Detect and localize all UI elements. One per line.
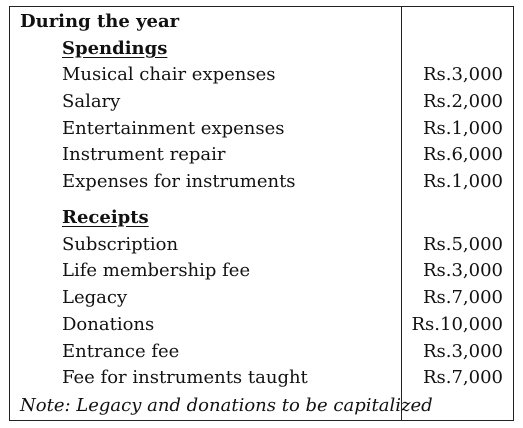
receipt-amount: Rs.10,000 <box>411 314 503 335</box>
receipt-label: Subscription <box>62 234 179 255</box>
section-title-receipts: Receipts <box>62 207 149 228</box>
receipt-amount: Rs.3,000 <box>422 341 503 362</box>
receipt-amount: Rs.5,000 <box>422 234 503 255</box>
spending-amount: Rs.6,000 <box>422 144 503 165</box>
spending-amount: Rs.1,000 <box>422 171 503 192</box>
column-divider <box>401 6 402 421</box>
spending-amount: Rs.2,000 <box>422 91 503 112</box>
receipt-label: Donations <box>62 314 155 335</box>
spending-label: Expenses for instruments <box>62 171 296 192</box>
section-title-spendings: Spendings <box>62 38 168 59</box>
receipt-label: Life membership fee <box>62 260 251 281</box>
receipt-amount: Rs.7,000 <box>422 287 503 308</box>
receipt-amount: Rs.7,000 <box>422 367 503 388</box>
spending-label: Entertainment expenses <box>62 118 285 139</box>
spending-label: Instrument repair <box>62 144 226 165</box>
spending-amount: Rs.1,000 <box>422 118 503 139</box>
spending-label: Salary <box>62 91 121 112</box>
receipt-label: Fee for instruments taught <box>62 367 308 388</box>
receipt-label: Legacy <box>62 287 128 308</box>
spending-amount: Rs.3,000 <box>422 64 503 85</box>
receipt-amount: Rs.3,000 <box>422 260 503 281</box>
spending-label: Musical chair expenses <box>62 64 276 85</box>
table-note: Note: Legacy and donations to be capitalized <box>20 395 433 416</box>
table-heading: During the year <box>20 11 180 32</box>
receipt-label: Entrance fee <box>62 341 180 362</box>
